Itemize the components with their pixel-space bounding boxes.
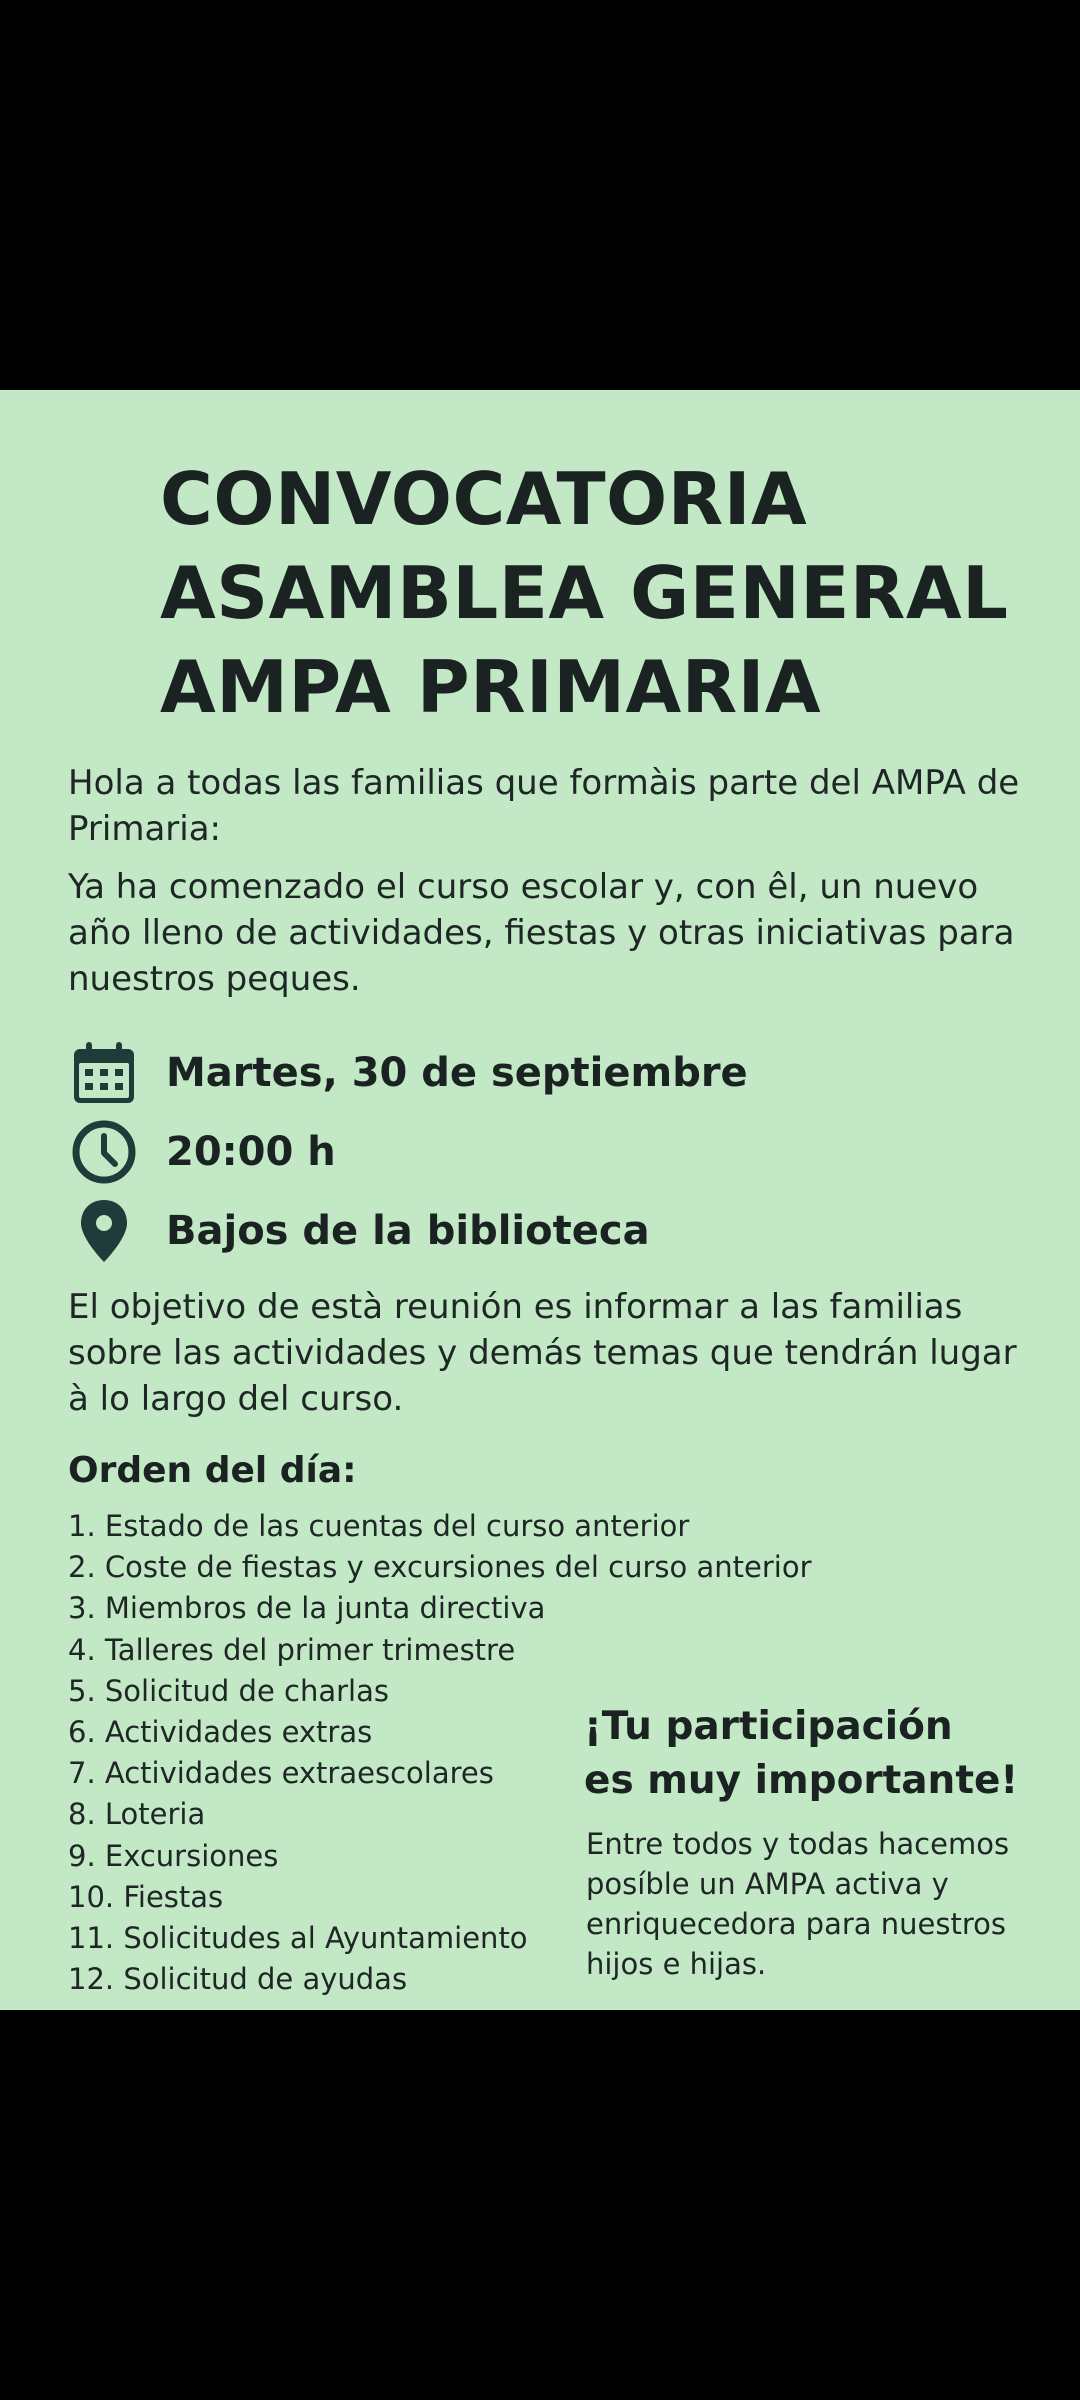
agenda-item: 2. Coste de fiestas y excursiones del curso anterior xyxy=(68,1550,812,1585)
callout-title-line-2: es muy importante! xyxy=(584,1758,1019,1803)
place-row xyxy=(68,1196,650,1266)
title-line-3: AMPA PRIMARIA xyxy=(160,645,822,729)
title-line-2: ASAMBLEA GENERAL xyxy=(160,551,1009,635)
agenda-item: 9. Excursiones xyxy=(68,1838,279,1873)
agenda-item: 7. Actividades extraescolares xyxy=(68,1756,494,1791)
agenda-item: 10. Fiestas xyxy=(68,1879,224,1914)
agenda-item: 6. Actividades extras xyxy=(68,1715,373,1750)
agenda-item: 1. Estado de las cuentas del curso anterior xyxy=(68,1509,690,1543)
calendar-icon xyxy=(68,1037,140,1109)
clock-icon xyxy=(68,1116,140,1188)
date-row xyxy=(68,1038,748,1108)
agenda-item: 5. Solicitud de charlas xyxy=(68,1673,389,1708)
location-pin-icon xyxy=(68,1195,140,1267)
agenda-item: 11. Solicitudes al Ayuntamiento xyxy=(68,1921,528,1956)
callout-title xyxy=(584,1700,1044,1808)
place-label: Bajos de la biblioteca xyxy=(166,1208,650,1254)
page-title xyxy=(160,452,1040,734)
announcement-poster xyxy=(0,390,1080,2010)
time-label: 20:00 h xyxy=(166,1129,336,1175)
callout-text: Entre todos y todas hacemos posíble un AMPA activa y enriquecedora para nuestros hijos e hijas. xyxy=(586,1827,1010,1981)
greeting-text: Hola a todas las familias que formàis parte del AMPA de Primaria: xyxy=(68,763,1020,849)
objective-text: El objetivo de està reunión es informar a las familias sobre las actividades y demás temas que tendrán lugar à lo largo del curso. xyxy=(68,1287,1017,1419)
time-row xyxy=(68,1117,336,1187)
agenda-title: Orden del día: xyxy=(68,1450,357,1491)
agenda-item: 12. Solicitud de ayudas xyxy=(68,1962,408,1997)
date-label: Martes, 30 de septiembre xyxy=(166,1050,748,1096)
callout-title-line-1: ¡Tu participación xyxy=(584,1704,953,1749)
agenda-item: 4. Talleres del primer trimestre xyxy=(68,1632,516,1667)
intro-text: Ya ha comenzado el curso escolar y, con êl, un nuevo año lleno de actividades, fiestas y otras iniciativas para nuestros peques. xyxy=(68,867,1015,999)
agenda-item: 8. Loteria xyxy=(68,1797,206,1832)
title-line-1: CONVOCATORIA xyxy=(160,457,808,541)
agenda-item: 3. Miembros de la junta directiva xyxy=(68,1591,546,1626)
